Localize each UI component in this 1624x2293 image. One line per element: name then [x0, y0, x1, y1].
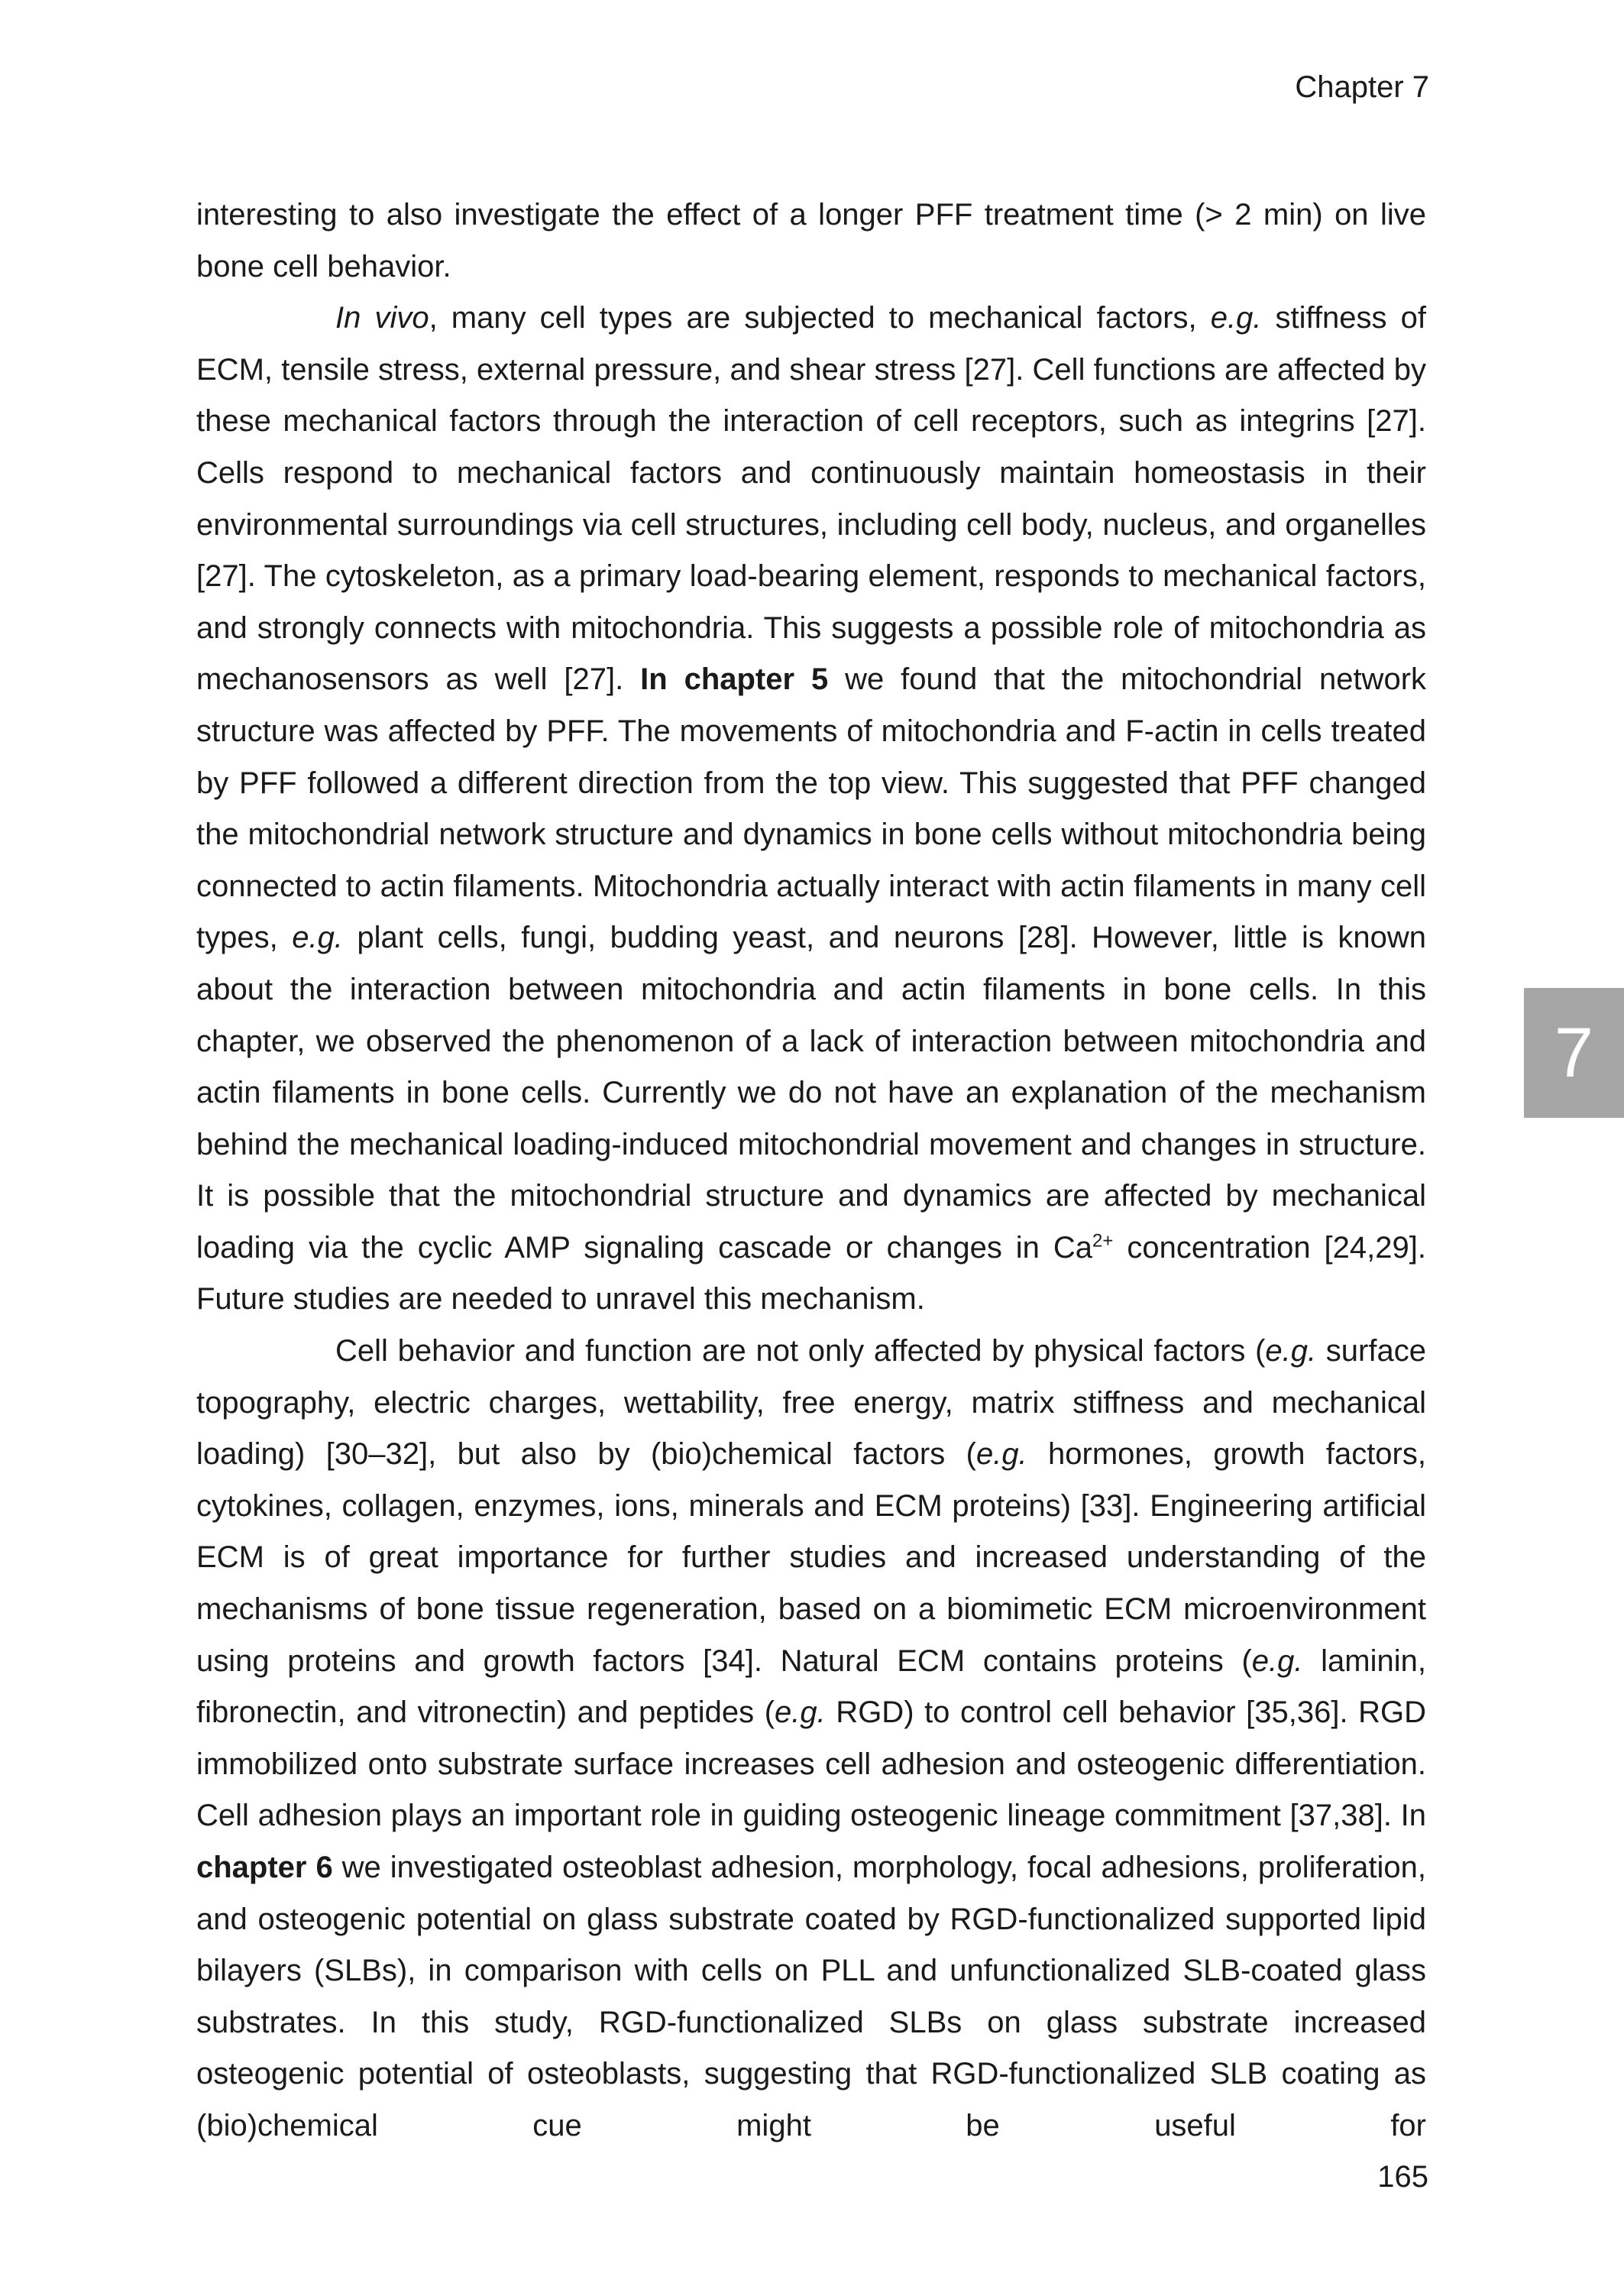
italic-text: e.g.	[1251, 1644, 1303, 1678]
text-segment: we investigated osteoblast adhesion, morphology, focal adhesions, proliferation, and osteogenic potential on glass substrate coated by RGD-functionalized supported lipid bilayers (SLBs), in comparison with cells on PLL and unfunctionalized SLB-coated glass substrates. In this study, RGD-functionalized SLBs on glass substrate increased osteogenic potential of osteoblasts, suggesting that RGD-functionalized SLB coating as (bio)chemical cue might be useful for	[196, 1851, 1426, 2142]
paragraph-2	[196, 293, 1426, 1326]
text-segment: plant cells, fungi, budding yeast, and neurons [28]. However, little is known about the interaction between mitochondria and actin filaments in bone cells. In this chapter, we observed the phenomenon of a lack of interaction between mitochondria and actin filaments in bone cells. Currently we do not have an explanation of the mechanism behind the mechanical loading-induced mitochondrial movement and changes in structure. It is possible that the mitochondrial structure and dynamics are affected by mechanical loading via the cyclic AMP signaling cascade or changes in Ca	[196, 921, 1426, 1265]
bold-chapter-reference: In chapter 5	[640, 662, 829, 697]
text-segment: concentration [24,29]. Future studies are needed to unravel this mechanism.	[196, 1230, 1426, 1317]
text-segment: RGD) to control cell behavior [35,36]. RGD immobilized onto substrate surface increases cell adhesion and osteogenic differentiation. Cell adhesion plays an important role in guiding osteogenic lineage commitment [37,38]. In	[196, 1695, 1426, 1833]
text-segment: hormones, growth factors, cytokines, collagen, enzymes, ions, minerals and ECM proteins) [33]. Engineering artificial ECM is of great importance for further studies and increased understanding of the mechanisms of bone tissue regeneration, based on a biomimetic ECM microenvironment using proteins and growth factors [34]. Natural ECM contains proteins (	[196, 1437, 1426, 1678]
text-segment: we found that the mitochondrial network structure was affected by PFF. The movements of mitochondria and F-actin in cells treated by PFF followed a different direction from the top view. This suggested that PFF changed the mitochondrial network structure and dynamics in bone cells without mitochondria being connected to actin filaments. Mitochondria actually interact with actin filaments in many cell types,	[196, 662, 1427, 955]
body-text	[196, 189, 1426, 2152]
text-segment: Cell behavior and function are not only affected by physical factors (	[335, 1334, 1266, 1368]
italic-text: In vivo	[335, 301, 429, 335]
text-segment: surface topography, electric charges, wettability, free energy, matrix stiffness and mechanical loading) [30–32], but also by (bio)chemical factors (	[196, 1334, 1426, 1472]
chapter-thumb-tab-label: 7	[1554, 1014, 1594, 1092]
superscript: 2+	[1092, 1230, 1114, 1252]
text-segment: , many cell types are subjected to mechanical factors,	[429, 301, 1211, 335]
italic-text: e.g.	[1210, 301, 1262, 335]
paragraph-1	[196, 189, 1426, 293]
italic-text: e.g.	[975, 1437, 1027, 1472]
italic-text: e.g.	[775, 1695, 826, 1730]
chapter-thumb-tab	[1524, 988, 1624, 1118]
bold-chapter-reference: chapter 6	[196, 1851, 333, 1884]
italic-text: e.g.	[1265, 1334, 1317, 1368]
paragraph-3	[196, 1326, 1426, 2152]
page-number: 165	[1377, 2160, 1428, 2194]
italic-text: e.g.	[292, 921, 343, 955]
running-head-chapter: Chapter 7	[1295, 70, 1429, 104]
text-segment: interesting to also investigate the effect of a longer PFF treatment time (> 2 min) on live bone cell behavior.	[196, 198, 1426, 283]
text-segment: stiffness of ECM, tensile stress, external pressure, and shear stress [27]. Cell functions are affected by these mechanical factors through the interaction of cell receptors, such as integrins [27]. Cells respond to mechanical factors and continuously maintain homeostasis in their environmental surroundings via cell structures, including cell body, nucleus, and organelles [27]. The cytoskeleton, as a primary load-bearing element, responds to mechanical factors, and strongly connects with mitochondria. This suggests a possible role of mitochondria as mechanosensors as well [27].	[196, 301, 1426, 697]
text-segment: laminin, fibronectin, and vitronectin) and peptides (	[196, 1644, 1427, 1730]
